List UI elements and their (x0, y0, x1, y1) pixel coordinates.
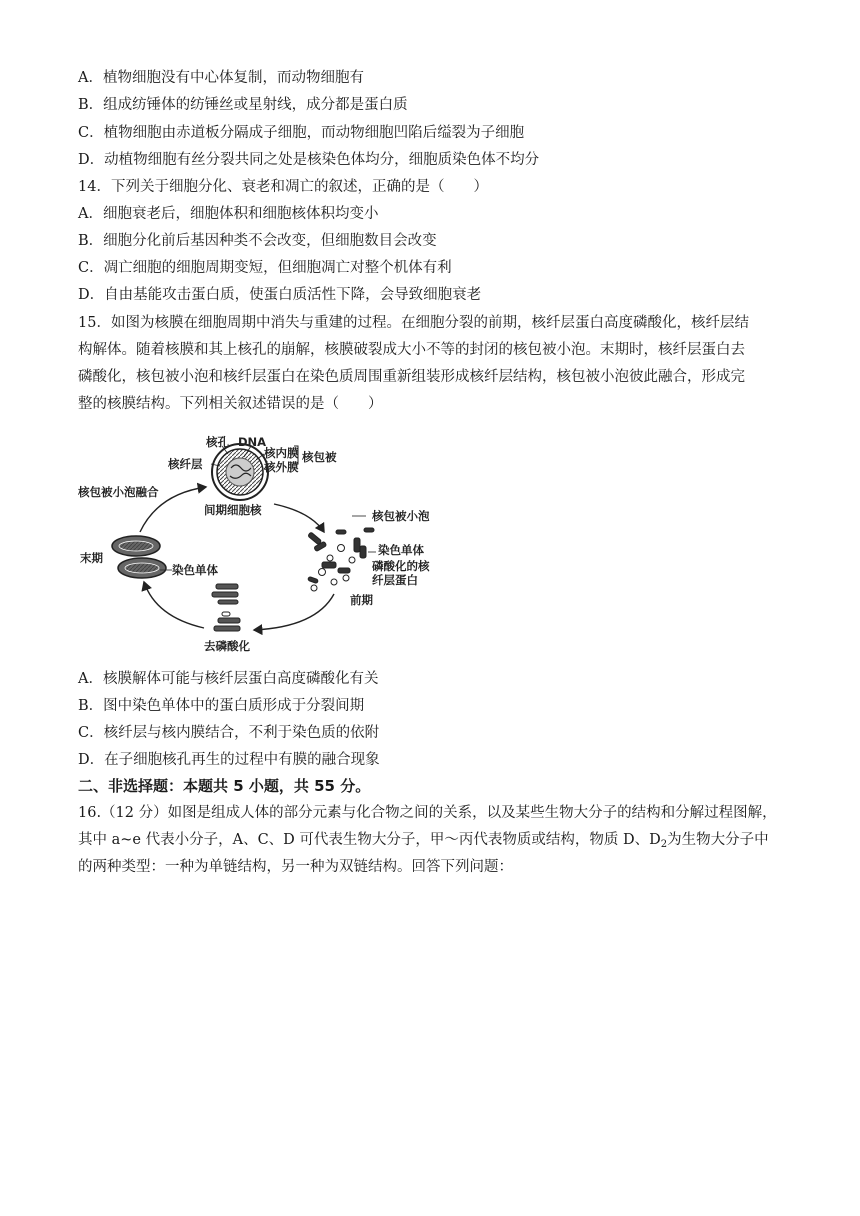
label-phosphorylated-2: 纤层蛋白 (372, 573, 418, 587)
label-nuclear-lamina: 核纤层 (168, 457, 203, 471)
interphase-nucleus (212, 444, 268, 500)
q14-option-c: C．凋亡细胞的细胞周期变短，但细胞凋亡对整个机体有利 (78, 260, 452, 276)
q14-option-a: A．细胞衰老后，细胞体积和细胞核体积均变小 (78, 206, 379, 222)
dephosphorylated-chromatids (212, 584, 240, 631)
q15-stem-line: 磷酸化，核包被小泡和核纤层蛋白在染色质周围重新组装形成核纤层结构，核包被小泡彼此融合，形成完 (78, 369, 745, 385)
prophase-fragments (308, 528, 374, 591)
telophase-nuclei (112, 536, 166, 578)
q15-option-c: C．核纤层与核内膜结合，不利于染色质的依附 (78, 725, 380, 741)
section-heading: 二、非选择题：本题共 5 小题，共 55 分。 (78, 777, 371, 795)
q14-option-d: D．自由基能攻击蛋白质，使蛋白质活性下降，会导致细胞衰老 (78, 287, 482, 303)
q15-option-d: D．在子细胞核孔再生的过程中有膜的融合现象 (78, 752, 380, 768)
q14-option-b: B．细胞分化前后基因种类不会改变，但细胞数目会改变 (78, 233, 437, 249)
label-chromatid-left: 染色单体 (172, 563, 218, 577)
label-phosphorylated-1: 磷酸化的核 (372, 559, 430, 573)
q15-option-b: B．图中染色单体中的蛋白质形成于分裂间期 (78, 698, 365, 714)
q16-line: 的两种类型：一种为单链结构，另一种为双链结构。回答下列问题： (78, 859, 513, 875)
q16-line: 16.（12 分）如图是组成人体的部分元素与化合物之间的关系，以及某些生物大分子的结构和分解过程图解， (78, 805, 777, 821)
q15-stem-line: 构解体。随着核膜和其上核孔的崩解，核膜破裂成大小不等的封闭的核包被小泡。末期时，核纤层蛋白去 (78, 342, 745, 358)
cycle-arrow-right-bottom (254, 594, 334, 630)
cycle-arrow-bottom-left (144, 582, 204, 628)
label-outer-membrane: 核外膜 (264, 460, 299, 474)
q15-option-a: A．核膜解体可能与核纤层蛋白高度磷酸化有关 (78, 671, 379, 687)
q13-option-b: B．组成纺锤体的纺锤丝或星射线，成分都是蛋白质 (78, 97, 408, 113)
label-telophase: 末期 (80, 551, 103, 565)
q15-stem-line: 15．如图为核膜在细胞周期中消失与重建的过程。在细胞分裂的前期，核纤层蛋白高度磷酸化，核纤层结 (78, 315, 749, 331)
label-dna: DNA (238, 435, 267, 449)
nuclear-envelope-cycle-diagram (76, 432, 456, 660)
q13-option-d: D．动植物细胞有丝分裂共同之处是核染色体均分，细胞质染色体不均分 (78, 152, 540, 168)
label-nuclear-pore: 核孔 (206, 435, 229, 449)
label-prophase: 前期 (350, 593, 373, 607)
label-dephosphorylation: 去磷酸化 (204, 639, 250, 653)
q13-option-a: A．植物细胞没有中心体复制，而动物细胞有 (78, 70, 364, 86)
q15-stem-line: 整的核膜结构。下列相关叙述错误的是（ ） (78, 396, 383, 412)
label-vesicle-fusion: 核包被小泡融合 (78, 485, 159, 499)
label-chromatid-right: 染色单体 (378, 543, 424, 557)
label-inner-membrane: 核内膜 (264, 446, 299, 460)
q14-stem: 14．下列关于细胞分化、衰老和凋亡的叙述，正确的是（ ） (78, 179, 488, 195)
label-interphase-nucleus: 间期细胞核 (204, 503, 262, 517)
q16-line: 其中 a~e 代表小分子，A、C、D 可代表生物大分子，甲～丙代表物质或结构，物质 D、$D_2$为生物大分子中 (78, 832, 769, 850)
q13-option-c: C．植物细胞由赤道板分隔成子细胞，而动物细胞凹陷后缢裂为子细胞 (78, 125, 525, 141)
cycle-arrow-top-right (274, 504, 324, 532)
label-nuclear-envelope: 核包被 (302, 450, 337, 464)
label-envelope-vesicle: 核包被小泡 (372, 509, 430, 523)
